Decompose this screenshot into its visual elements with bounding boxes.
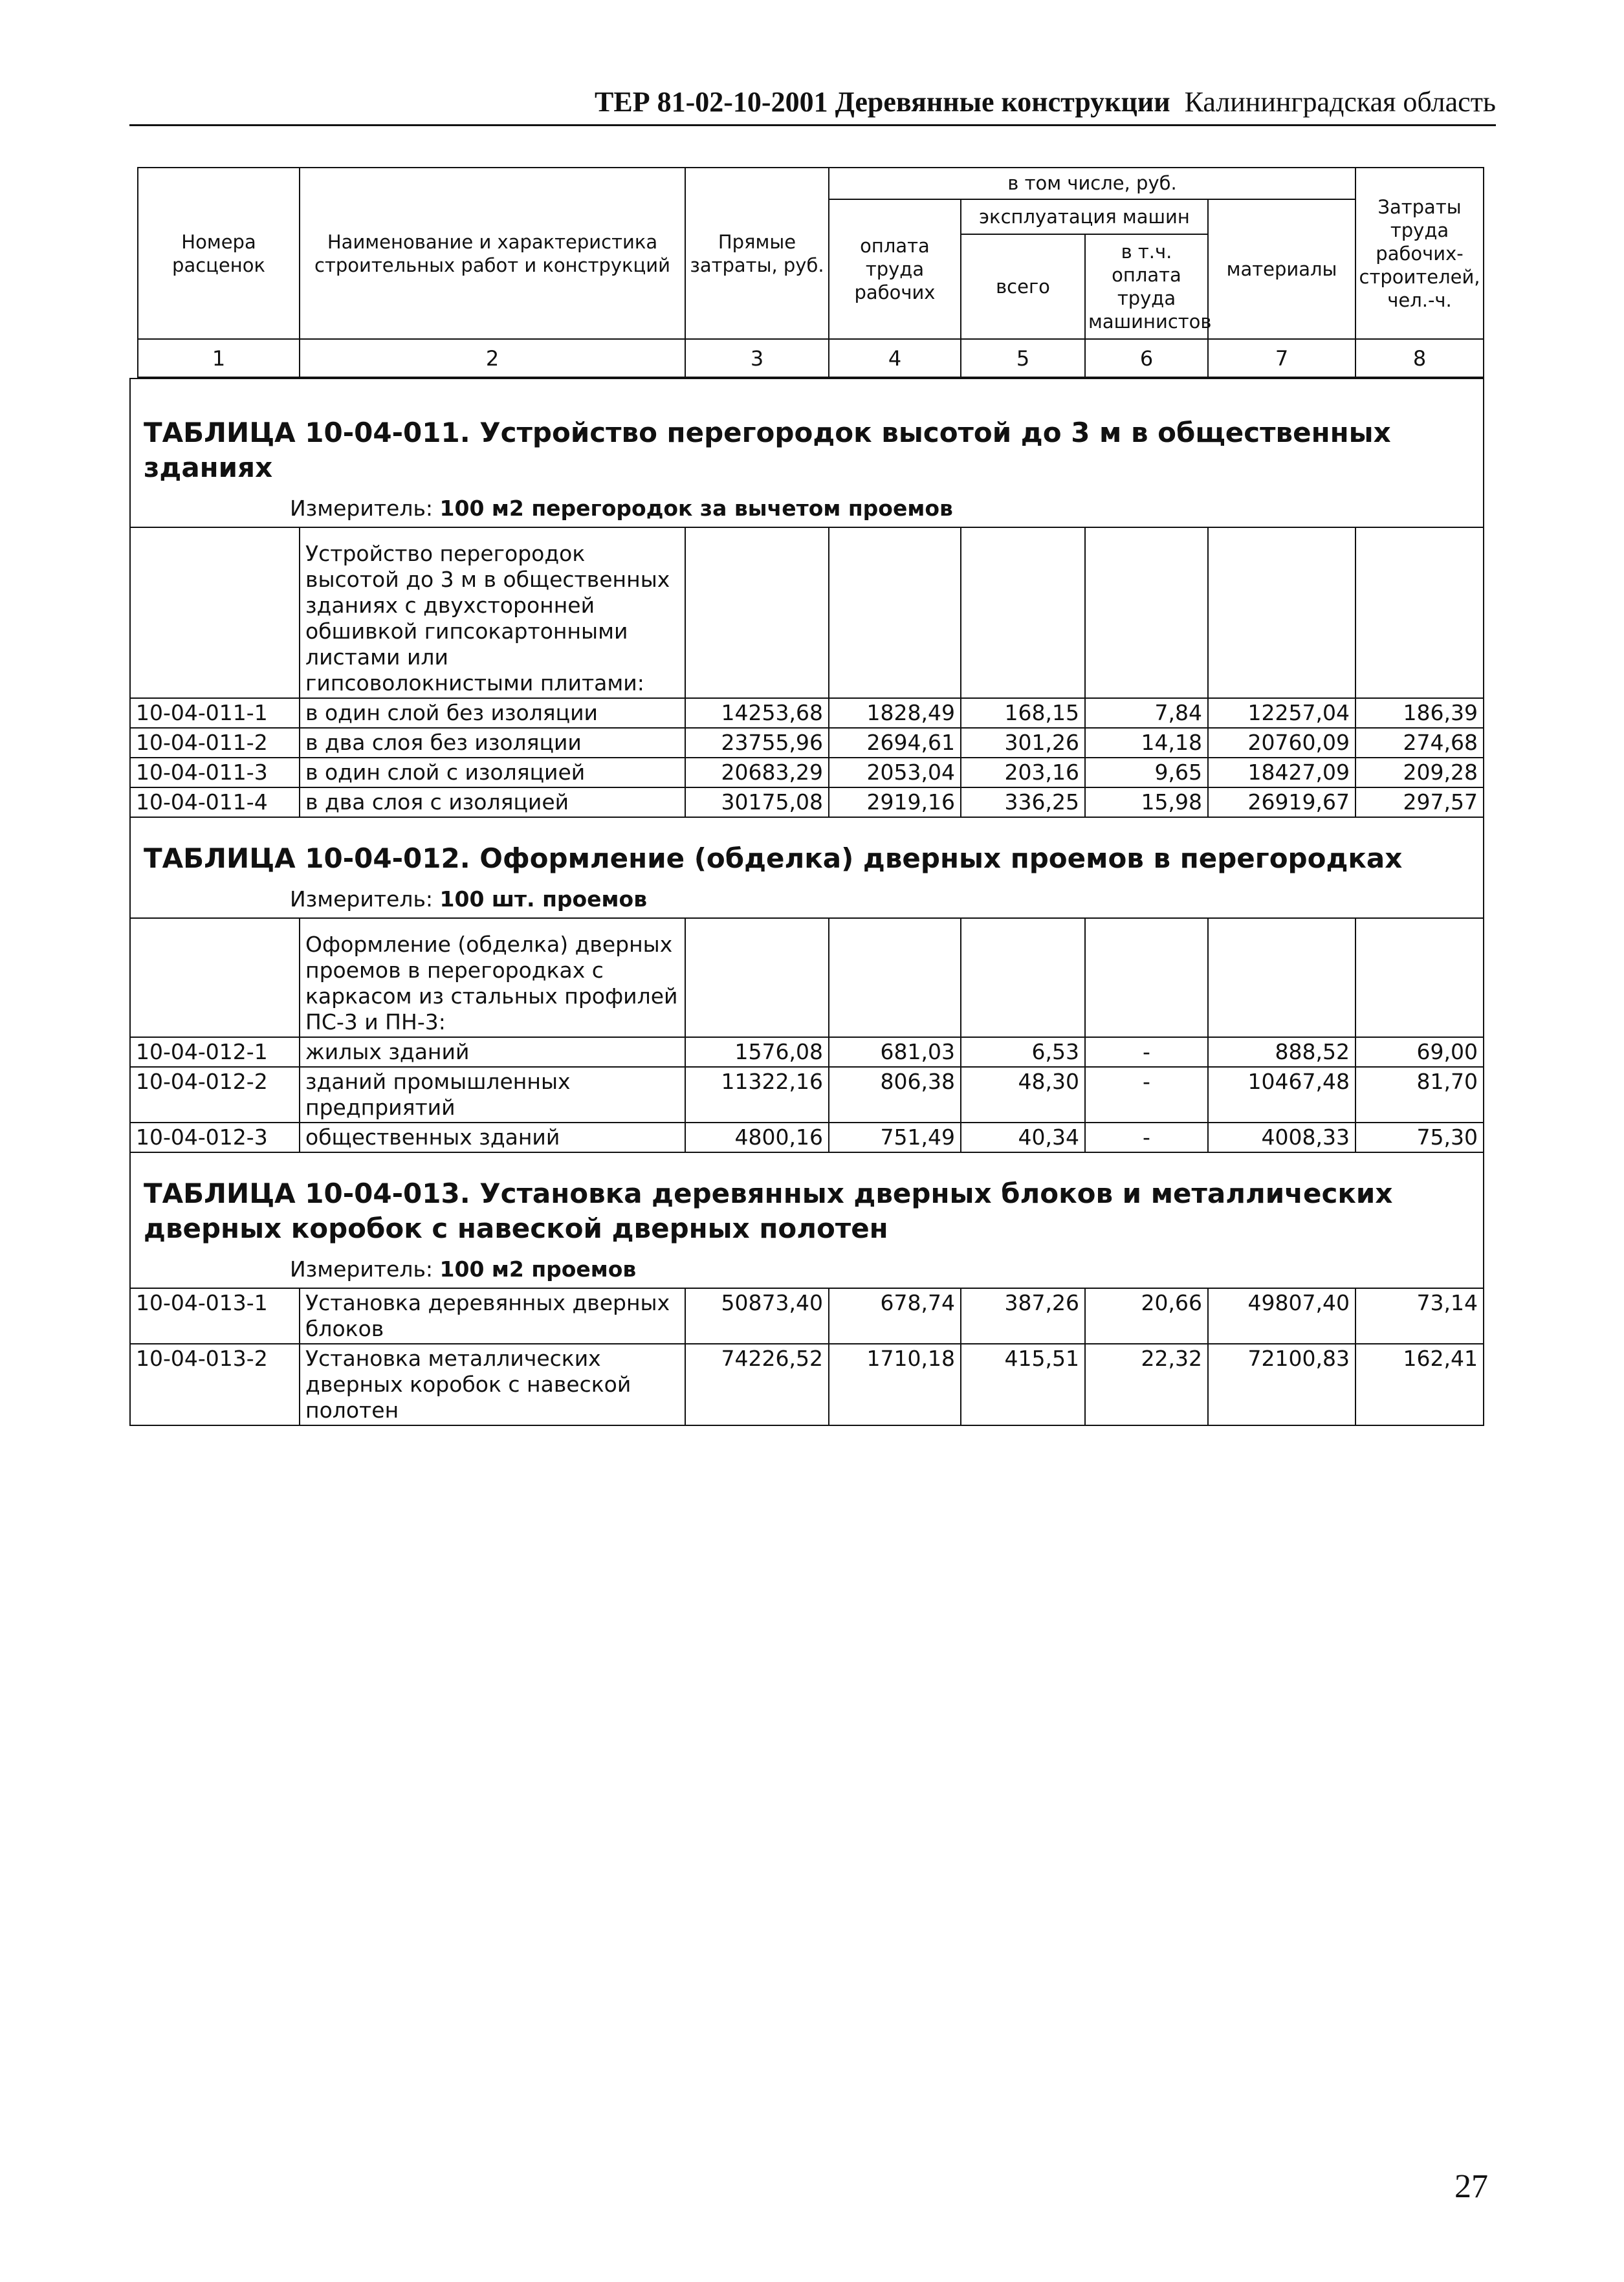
- table-title: ТАБЛИЦА 10-04-011. Устройство перегородок высотой до 3 м в общественных зданиях: [144, 417, 1391, 483]
- meter-value: 100 шт. проемов: [439, 886, 648, 912]
- wages: 751,49: [829, 1123, 961, 1152]
- machines-total: 387,26: [961, 1288, 1085, 1344]
- rate-code: 10-04-012-1: [130, 1037, 300, 1067]
- column-number: 1: [138, 339, 300, 377]
- work-name: жилых зданий: [300, 1037, 685, 1067]
- direct-cost: 23755,96: [685, 728, 829, 758]
- table-row: [130, 1123, 1484, 1152]
- wages: 806,38: [829, 1067, 961, 1123]
- table-row: [130, 698, 1484, 728]
- machines-total: 336,25: [961, 787, 1085, 817]
- materials: 26919,67: [1208, 787, 1355, 817]
- meter-label: Измеритель:: [290, 496, 433, 521]
- table-row: [130, 1288, 1484, 1344]
- table-row: [130, 787, 1484, 817]
- table-title: ТАБЛИЦА 10-04-013. Установка деревянных дверных блоков и металлических дверных коробок с навеской дверных полотен: [144, 1178, 1393, 1244]
- col-machines-wages-header: в т.ч. оплата труда машинистов: [1085, 234, 1208, 339]
- col-direct-header: Прямые затраты, руб.: [685, 168, 829, 339]
- document-code: ТЕР 81-02-10-2001 Деревянные конструкции: [595, 86, 1170, 118]
- column-number: 4: [829, 339, 961, 377]
- rate-code: 10-04-011-3: [130, 758, 300, 787]
- materials: 72100,83: [1208, 1344, 1355, 1425]
- column-number: 5: [961, 339, 1085, 377]
- machines-total: 48,30: [961, 1067, 1085, 1123]
- work-name: Установка металлических дверных коробок с навеской полотен: [300, 1344, 685, 1425]
- wages: 2919,16: [829, 787, 961, 817]
- rate-code: 10-04-013-1: [130, 1288, 300, 1344]
- direct-cost: 1576,08: [685, 1037, 829, 1067]
- direct-cost: 4800,16: [685, 1123, 829, 1152]
- table-row: [130, 728, 1484, 758]
- col-machines-header: эксплуатация машин: [961, 199, 1208, 235]
- materials: 888,52: [1208, 1037, 1355, 1067]
- labor-cost: 209,28: [1355, 758, 1484, 787]
- group-description: Оформление (обделка) дверных проемов в перегородках с каркасом из стальных профилей ПС-3 и ПН-3:: [300, 918, 685, 1037]
- machines-wages: -: [1085, 1123, 1208, 1152]
- rates-table: [129, 378, 1483, 1426]
- machines-wages: 15,98: [1085, 787, 1208, 817]
- labor-cost: 297,57: [1355, 787, 1484, 817]
- work-name: Установка деревянных дверных блоков: [300, 1288, 685, 1344]
- labor-cost: 69,00: [1355, 1037, 1484, 1067]
- labor-cost: 73,14: [1355, 1288, 1484, 1344]
- labor-cost: 81,70: [1355, 1067, 1484, 1123]
- direct-cost: 11322,16: [685, 1067, 829, 1123]
- column-number: 7: [1208, 339, 1355, 377]
- column-number: 8: [1355, 339, 1484, 377]
- page-header: [129, 83, 1496, 122]
- machines-total: 6,53: [961, 1037, 1085, 1067]
- col-number-header: Номера расценок: [138, 168, 300, 339]
- materials: 4008,33: [1208, 1123, 1355, 1152]
- machines-total: 203,16: [961, 758, 1085, 787]
- meter-label: Измеритель:: [290, 1256, 433, 1282]
- machines-wages: 7,84: [1085, 698, 1208, 728]
- work-name: общественных зданий: [300, 1123, 685, 1152]
- materials: 20760,09: [1208, 728, 1355, 758]
- col-wages-header: оплата труда рабочих: [829, 199, 961, 340]
- wages: 2694,61: [829, 728, 961, 758]
- machines-wages: -: [1085, 1067, 1208, 1123]
- rate-code: 10-04-012-2: [130, 1067, 300, 1123]
- materials: 12257,04: [1208, 698, 1355, 728]
- wages: 2053,04: [829, 758, 961, 787]
- work-name: в один слой без изоляции: [300, 698, 685, 728]
- rate-code: 10-04-011-2: [130, 728, 300, 758]
- machines-total: 168,15: [961, 698, 1085, 728]
- rate-code: 10-04-013-2: [130, 1344, 300, 1425]
- direct-cost: 20683,29: [685, 758, 829, 787]
- meter-value: 100 м2 проемов: [439, 1256, 637, 1282]
- column-number: 2: [300, 339, 685, 377]
- rate-code: 10-04-012-3: [130, 1123, 300, 1152]
- labor-cost: 75,30: [1355, 1123, 1484, 1152]
- table-row: [130, 758, 1484, 787]
- direct-cost: 30175,08: [685, 787, 829, 817]
- column-header-table: [137, 167, 1483, 378]
- wages: 681,03: [829, 1037, 961, 1067]
- direct-cost: 74226,52: [685, 1344, 829, 1425]
- header-rule: [129, 124, 1496, 126]
- machines-total: 415,51: [961, 1344, 1085, 1425]
- work-name: в два слоя с изоляцией: [300, 787, 685, 817]
- materials: 49807,40: [1208, 1288, 1355, 1344]
- direct-cost: 14253,68: [685, 698, 829, 728]
- region-name: Калининградская область: [1184, 86, 1496, 118]
- table-row: [130, 1344, 1484, 1425]
- meter-label: Измеритель:: [290, 886, 433, 912]
- col-incl-header: в том числе, руб.: [829, 168, 1355, 199]
- machines-wages: 20,66: [1085, 1288, 1208, 1344]
- col-name-header: Наименование и характеристика строительных работ и конструкций: [300, 168, 685, 339]
- machines-wages: -: [1085, 1037, 1208, 1067]
- col-materials-header: материалы: [1208, 199, 1355, 340]
- work-name: в один слой с изоляцией: [300, 758, 685, 787]
- table-title: ТАБЛИЦА 10-04-012. Оформление (обделка) дверных проемов в перегородках: [144, 842, 1403, 874]
- column-number: 3: [685, 339, 829, 377]
- rate-code: 10-04-011-4: [130, 787, 300, 817]
- machines-total: 301,26: [961, 728, 1085, 758]
- wages: 678,74: [829, 1288, 961, 1344]
- materials: 18427,09: [1208, 758, 1355, 787]
- rate-code: 10-04-011-1: [130, 698, 300, 728]
- col-machines-total-header: всего: [961, 234, 1085, 339]
- labor-cost: 274,68: [1355, 728, 1484, 758]
- column-number: 6: [1085, 339, 1208, 377]
- col-labor-header: Затраты труда рабочих-строителей, чел.-ч.: [1355, 168, 1484, 339]
- table-row: [130, 1067, 1484, 1123]
- work-name: в два слоя без изоляции: [300, 728, 685, 758]
- labor-cost: 186,39: [1355, 698, 1484, 728]
- page-number: 27: [1454, 2168, 1488, 2205]
- direct-cost: 50873,40: [685, 1288, 829, 1344]
- labor-cost: 162,41: [1355, 1344, 1484, 1425]
- machines-wages: 14,18: [1085, 728, 1208, 758]
- machines-total: 40,34: [961, 1123, 1085, 1152]
- machines-wages: 9,65: [1085, 758, 1208, 787]
- meter-value: 100 м2 перегородок за вычетом проемов: [439, 496, 953, 521]
- wages: 1710,18: [829, 1344, 961, 1425]
- machines-wages: 22,32: [1085, 1344, 1208, 1425]
- table-row: [130, 1037, 1484, 1067]
- work-name: зданий промышленных предприятий: [300, 1067, 685, 1123]
- materials: 10467,48: [1208, 1067, 1355, 1123]
- group-description: Устройство перегородок высотой до 3 м в общественных зданиях с двухсторонней обшивкой гипсокартонными листами или гипсоволокнистыми плитами:: [300, 527, 685, 698]
- wages: 1828,49: [829, 698, 961, 728]
